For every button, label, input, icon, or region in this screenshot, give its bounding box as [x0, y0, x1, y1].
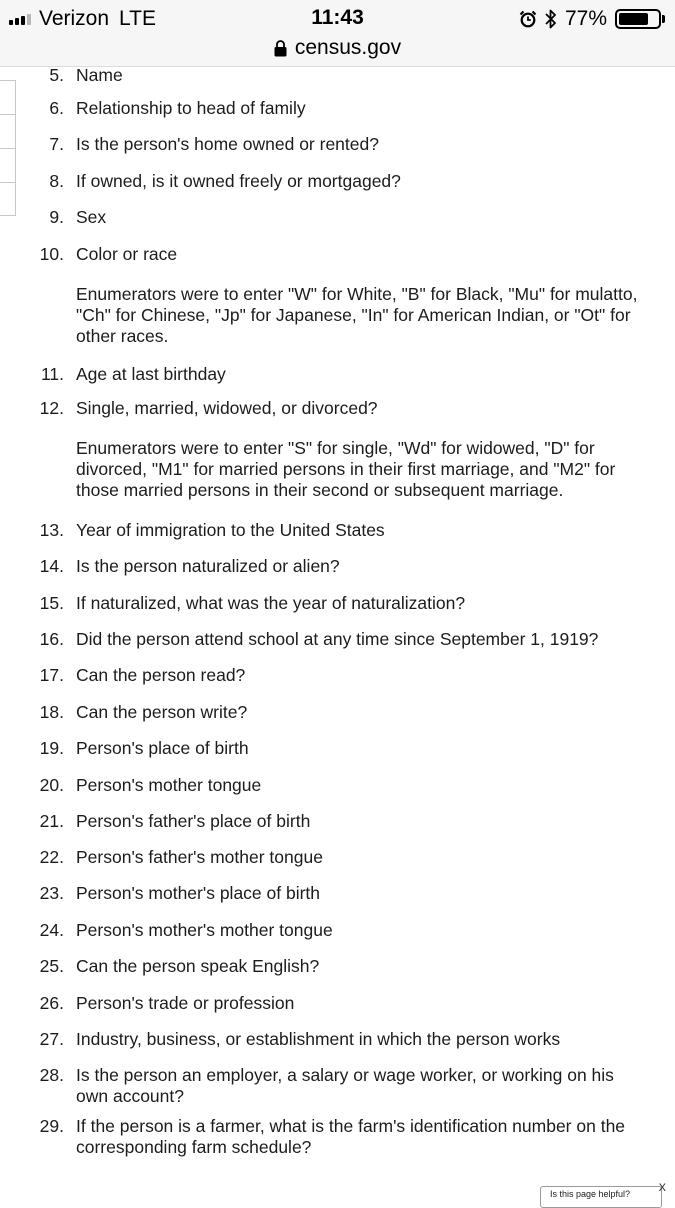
item-text: Industry, business, or establishment in which the person works — [76, 1029, 561, 1049]
network-type: LTE — [119, 7, 157, 30]
item-number: 12. — [39, 398, 64, 418]
item-text: Can the person write? — [76, 702, 248, 722]
list-item — [0, 65, 675, 86]
item-text: Sex — [76, 207, 107, 227]
item-note: Enumerators were to enter "W" for White, "B" for Black, "Mu" for mulatto, "Ch" for Chinese, "Jp" for Japanese, "In" for American Indian, or "Ot" for other races. — [76, 284, 638, 346]
list-item — [0, 920, 675, 941]
item-number: 16. — [39, 629, 64, 649]
item-text: Can the person read? — [76, 665, 246, 685]
item-number: 15. — [39, 593, 64, 613]
list-item — [0, 398, 675, 501]
item-text: Name — [76, 65, 123, 85]
page-content — [0, 52, 675, 1187]
item-text: If naturalized, what was the year of naturalization? — [76, 593, 466, 613]
list-item — [0, 665, 675, 686]
list-item — [0, 847, 675, 868]
item-number: 7. — [49, 134, 64, 154]
carrier-name: Verizon — [39, 7, 110, 30]
item-number: 17. — [39, 665, 64, 685]
list-item — [0, 207, 675, 228]
item-number: 10. — [39, 244, 64, 264]
battery-icon — [615, 9, 665, 29]
item-text: Person's place of birth — [76, 738, 249, 758]
list-item — [0, 1029, 675, 1050]
item-text: Person's trade or profession — [76, 993, 295, 1013]
list-item — [0, 1065, 675, 1107]
list-item — [0, 702, 675, 723]
item-number: 13. — [39, 520, 64, 540]
item-text: If the person is a farmer, what is the farm's identification number on the corresponding farm schedule? — [76, 1116, 626, 1157]
list-item — [0, 738, 675, 759]
item-text: Can the person speak English? — [76, 956, 320, 976]
item-text: Year of immigration to the United States — [76, 520, 385, 540]
item-number: 27. — [39, 1029, 64, 1049]
item-text: Is the person's home owned or rented? — [76, 134, 379, 154]
item-text: Person's mother's mother tongue — [76, 920, 333, 940]
list-item — [0, 1116, 675, 1158]
item-number: 11. — [40, 364, 64, 384]
item-number: 18. — [39, 702, 64, 722]
list-item — [0, 629, 675, 650]
item-text: Person's mother tongue — [76, 775, 262, 795]
item-number: 14. — [39, 556, 64, 576]
item-text: Person's father's mother tongue — [76, 847, 323, 867]
table-edge — [0, 80, 16, 216]
item-number: 21. — [39, 811, 64, 831]
item-number: 22. — [39, 847, 64, 867]
url-text[interactable]: census.gov — [294, 36, 402, 59]
status-right — [519, 6, 665, 32]
list-item — [0, 811, 675, 832]
item-number: 25. — [39, 956, 64, 976]
item-number: 6. — [49, 98, 64, 118]
item-text: Relationship to head of family — [76, 98, 306, 118]
clock: 11:43 — [311, 6, 364, 29]
item-number: 24. — [39, 920, 64, 940]
bluetooth-icon — [545, 9, 557, 29]
list-item — [0, 520, 675, 541]
alarm-clock-icon — [519, 10, 537, 28]
list-item — [0, 98, 675, 119]
item-note: Enumerators were to enter "S" for single, "Wd" for widowed, "D" for divorced, "M1" for married persons in their first marriage, and "M2" for those married persons in their second or subsequent marriage. — [76, 438, 616, 500]
item-number: 9. — [49, 207, 64, 227]
list-item — [0, 171, 675, 192]
list-item — [0, 775, 675, 796]
battery-percent: 77% — [564, 7, 607, 30]
list-item — [0, 134, 675, 155]
battery-level — [619, 13, 648, 25]
item-text: Did the person attend school at any time since September 1, 1919? — [76, 629, 599, 649]
page-helpful-prompt[interactable]: Is this page helpful? — [540, 1186, 662, 1208]
item-number: 26. — [39, 993, 64, 1013]
item-number: 28. — [39, 1065, 64, 1085]
list-item — [0, 593, 675, 614]
item-number: 20. — [39, 775, 64, 795]
list-item — [0, 883, 675, 904]
list-item — [0, 364, 675, 385]
item-number: 19. — [39, 738, 64, 758]
list-item — [0, 244, 675, 347]
item-number: 5. — [49, 65, 64, 85]
list-item — [0, 993, 675, 1014]
list-item — [0, 956, 675, 977]
item-number: 23. — [39, 883, 64, 903]
item-text: Is the person an employer, a salary or wage worker, or working on his own account? — [76, 1065, 614, 1106]
item-number: 8. — [49, 171, 64, 191]
item-text: Single, married, widowed, or divorced? — [76, 398, 378, 418]
item-text: If owned, is it owned freely or mortgaged? — [76, 171, 401, 191]
item-text: Color or race — [76, 244, 178, 264]
item-text: Is the person naturalized or alien? — [76, 556, 340, 576]
item-number: 29. — [39, 1116, 64, 1136]
item-text: Person's father's place of birth — [76, 811, 311, 831]
item-text: Age at last birthday — [76, 364, 226, 384]
list-item — [0, 556, 675, 577]
close-feedback-button[interactable]: X — [658, 1182, 666, 1194]
item-text: Person's mother's place of birth — [76, 883, 321, 903]
